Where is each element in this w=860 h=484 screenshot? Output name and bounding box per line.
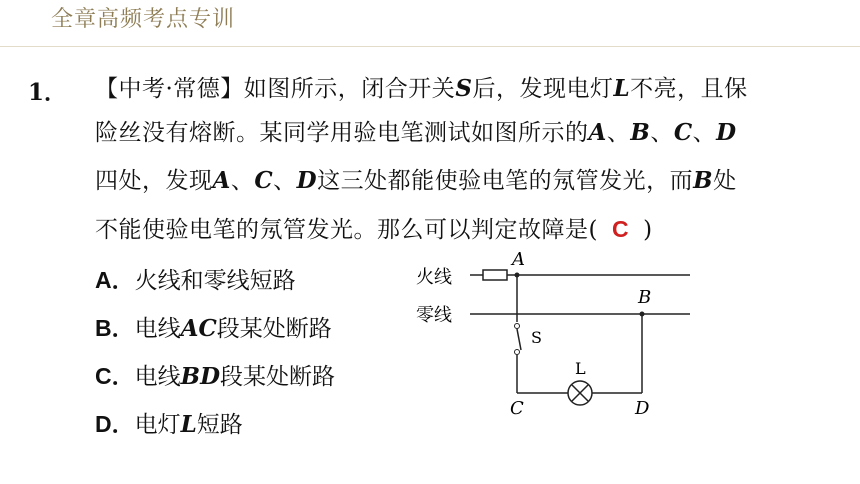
switch-blade xyxy=(517,329,521,350)
neutral-wire-label: 零线 xyxy=(416,305,452,326)
point-c-label: C xyxy=(510,398,524,419)
lamp-label: L xyxy=(575,359,586,378)
answer-text: C xyxy=(611,216,630,242)
header-divider xyxy=(0,46,860,47)
switch-label: S xyxy=(531,328,542,347)
circuit-diagram xyxy=(400,240,700,420)
question-line-1: 【中考·常德】如图所示，闭合开关S后，发现电灯L不亮，且保 xyxy=(95,75,748,102)
question-line-3: 四处，发现A、C、D这三处都能使验电笔的氖管发光，而B处 xyxy=(95,167,737,194)
question-number: 1． xyxy=(28,79,68,106)
live-wire-label: 火线 xyxy=(416,267,452,288)
question-line-2: 险丝没有熔断。某同学用验电笔测试如图所示的A、B、C、D xyxy=(95,119,737,146)
point-d-label: D xyxy=(635,398,650,419)
switch-contact-top xyxy=(515,324,520,329)
option-d[interactable]: D．电灯L短路 xyxy=(95,411,243,438)
point-b-label: B xyxy=(638,287,652,308)
question-line-4: 不能使验电笔的氖管发光。那么可以判定故障是( C ) xyxy=(95,216,653,243)
header-title: 全章高频考点专训 xyxy=(51,7,236,32)
fuse-icon xyxy=(483,270,507,280)
option-b[interactable]: B．电线AC段某处断路 xyxy=(95,315,332,342)
switch-contact-bottom xyxy=(515,350,520,355)
point-a-label: A xyxy=(512,249,525,270)
option-c[interactable]: C．电线BD段某处断路 xyxy=(95,363,336,390)
option-a[interactable]: A．火线和零线短路 xyxy=(95,267,296,294)
